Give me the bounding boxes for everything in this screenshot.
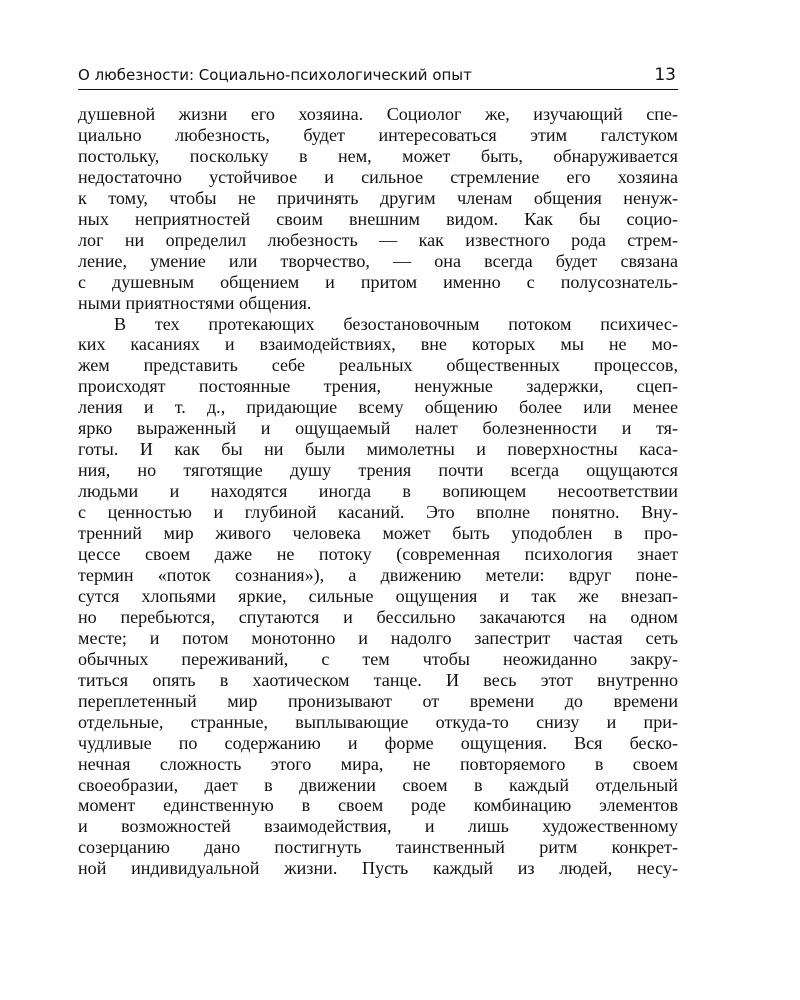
text-line: и возможностей взаимодействия, и лишь художественному [78,816,678,837]
text-line: ярко выраженный и ощущаемый налет болезненности и тя- [78,418,678,439]
text-line: отдельные, странные, выплывающие откуда-то снизу и при- [78,711,678,732]
text-line: лог ни определил любезность — как известного рода стрем- [78,229,678,250]
text-line: сутся хлопьями яркие, сильные ощущения и так же внезап- [78,585,678,606]
paragraph-1 [78,104,678,314]
text-line: ных неприятностей своим внешним видом. Как бы социо- [78,208,678,229]
text-line: ния, но тяготящие душу трения почти всегда ощущаются [78,460,678,481]
text-line: месте; и потом монотонно и надолго запестрит частая сеть [78,627,678,648]
text-line: готы. И как бы ни были мимолетны и поверхностны каса- [78,439,678,460]
text-line: ной индивидуальной жизни. Пусть каждый из людей, несу- [78,858,678,879]
text-line: недостаточно устойчивое и сильное стремление его хозяина [78,166,678,187]
body-text [78,104,678,879]
text-line: постольку, поскольку в нем, может быть, обнаруживается [78,145,678,166]
text-line: переплетенный мир пронизывают от времени до времени [78,690,678,711]
text-line: душевной жизни его хозяина. Социолог же, изучающий спе- [78,104,678,124]
text-line: обычных переживаний, с тем чтобы неожиданно закру- [78,648,678,669]
book-page [78,66,678,879]
text-line: цессе своем даже не потоку (современная психология знает [78,544,678,565]
text-line: происходят постоянные трения, ненужные задержки, сцеп- [78,376,678,397]
text-line: к тому, чтобы не причинять другим членам общения ненуж- [78,187,678,208]
text-line: ления и т. д., придающие всему общению более или менее [78,397,678,418]
text-line: титься опять в хаотическом танце. И весь этот внутренно [78,669,678,690]
text-line: с ценностью и глубиной касаний. Это вполне понятно. Вну- [78,502,678,523]
text-line: тренний мир живого человека может быть уподоблен в про- [78,523,678,544]
text-line: с душевным общением и притом именно с полусознатель- [78,271,678,292]
text-line: В тех протекающих безостановочным потоком психичес- [114,313,678,334]
text-line: жем представить себе реальных общественных процессов, [78,355,678,376]
text-line: чудливые по содержанию и форме ощущения. Вся беско- [78,732,678,753]
text-line: своеобразии, дает в движении своем в каждый отдельный [78,774,678,795]
text-line: людьми и находятся иногда в вопиющем несоответствии [78,481,678,502]
text-line: момент единственную в своем роде комбинацию элементов [78,795,678,816]
text-line: созерцанию дано постигнуть таинственный ритм конкрет- [78,837,678,858]
paragraph-2 [78,314,678,880]
text-line: термин «поток сознания»), а движению метели: вдруг поне- [78,564,678,585]
running-header [78,66,678,90]
running-title: О любезности: Социально-психологический опыт [78,66,472,84]
page-number: 13 [654,65,676,85]
text-line: нечная сложность этого мира, не повторяемого в своем [78,753,678,774]
text-line: но перебьются, спутаются и бессильно закачаются на одном [78,606,678,627]
text-line: ление, умение или творчество, — она всегда будет связана [78,250,678,271]
text-line: циально любезность, будет интересоваться этим галстуком [78,124,678,145]
text-line: ными приятностями общения. [78,292,312,313]
text-line: ких касаниях и взаимодействиях, вне которых мы не мо- [78,334,678,355]
